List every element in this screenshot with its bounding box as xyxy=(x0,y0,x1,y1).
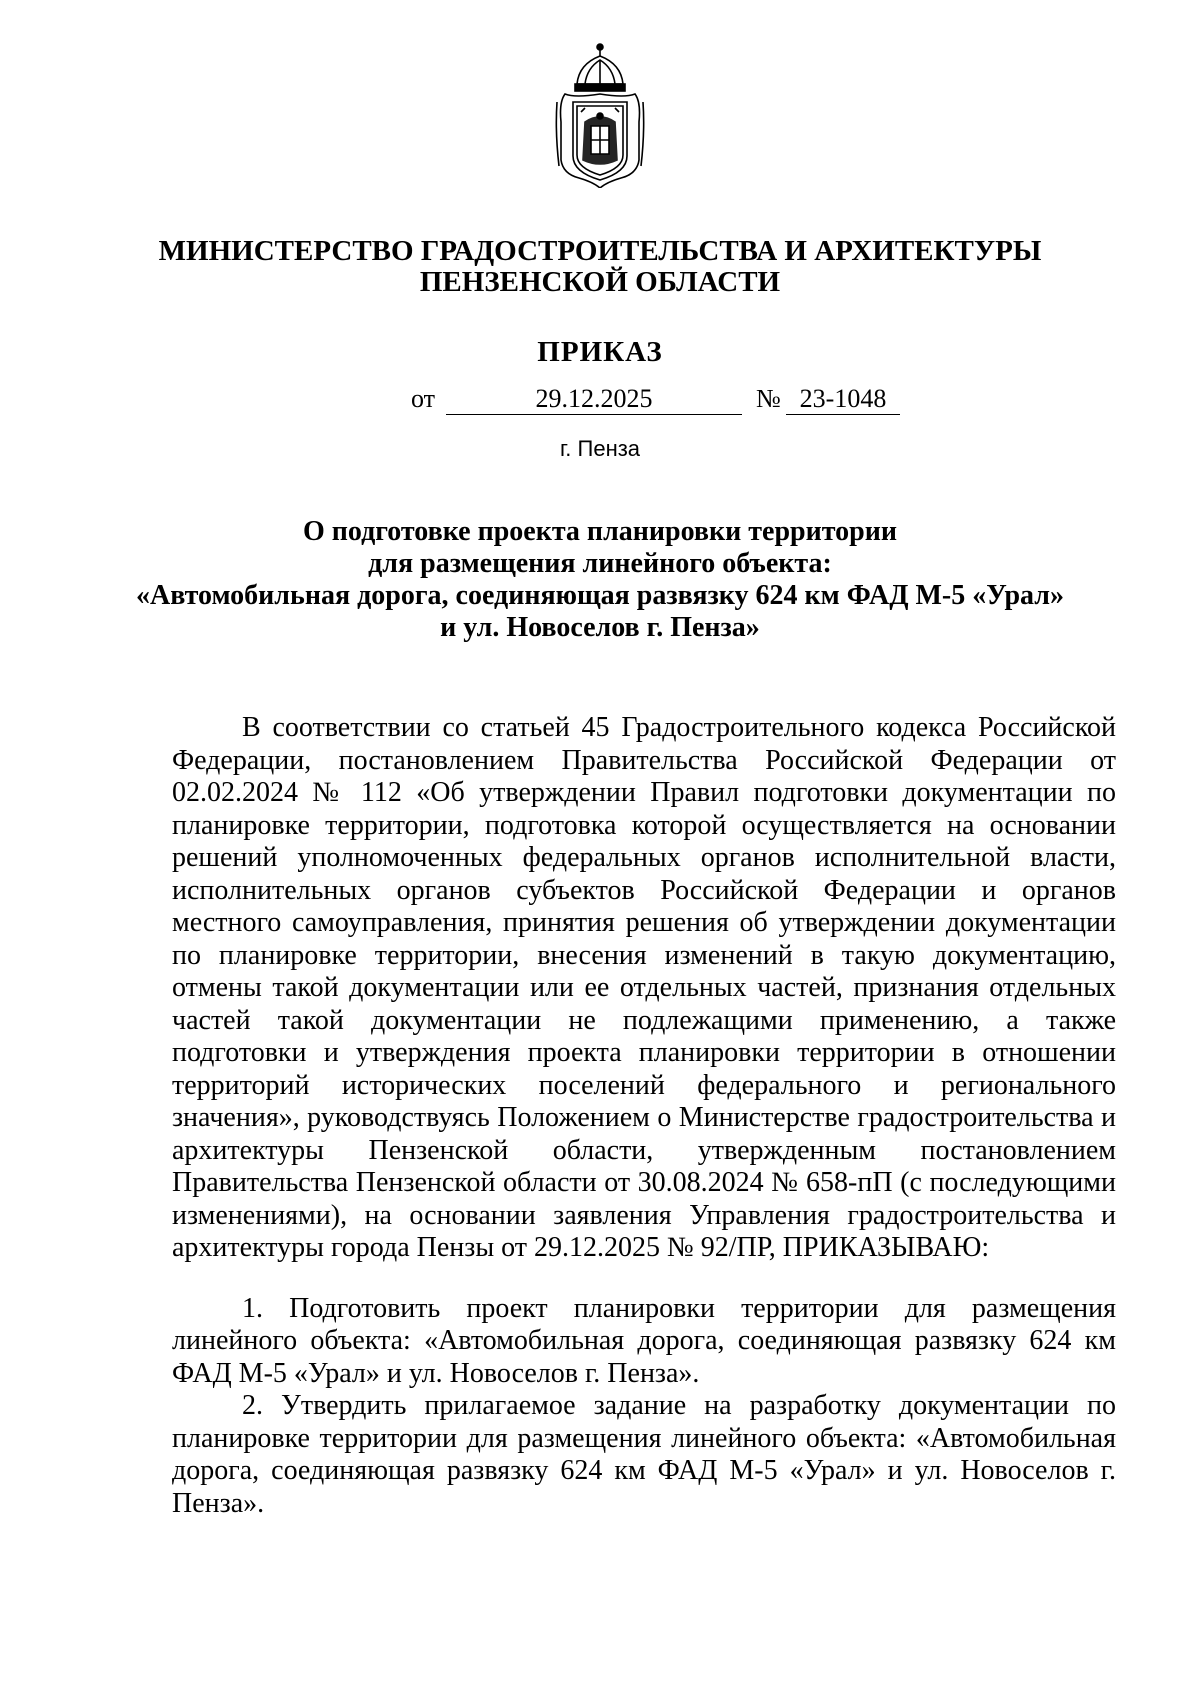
ministry-name-line1: МИНИСТЕРСТВО ГРАДОСТРОИТЕЛЬСТВА И АРХИТЕКТУРЫ xyxy=(158,235,1042,267)
document-date: 29.12.2025 xyxy=(446,384,742,415)
city: г. Пенза xyxy=(559,436,641,461)
document-body xyxy=(172,712,1116,1520)
order-item-2: 2. Утвердить прилагаемое задание на разработку документации по планировке территории для размещения линейного объекта: «Автомобильная дорога, соединяющая развязку 624 км ФАД М-5 «Урал» и ул. Новоселов г. Пенза». xyxy=(172,1390,1116,1519)
subject-line2: для размещения линейного объекта: xyxy=(368,548,832,579)
subject-line3: «Автомобильная дорога, соединяющая развязку 624 км ФАД М-5 «Урал» xyxy=(135,580,1065,611)
subject-line4: и ул. Новоселов г. Пенза» xyxy=(440,612,760,643)
order-item-1: 1. Подготовить проект планировки территории для размещения линейного объекта: «Автомобильная дорога, соединяющая развязку 624 км ФАД М-5 «Урал» и ул. Новоселов г. Пенза». xyxy=(172,1292,1116,1389)
document-type-title: ПРИКАЗ xyxy=(537,336,663,368)
document-number: 23-1048 xyxy=(786,384,900,415)
penza-coat-of-arms-icon xyxy=(555,42,645,188)
document-subject xyxy=(0,516,1200,644)
preamble-paragraph: В соответствии со статьей 45 Градостроительного кодекса Российской Федерации, постановлением Правительства Российской Федерации от 02.02.2024 № 112 «Об утверждении Правил подготовки документации по планировке территории, подготовка которой осуществляется на основании решений уполномоченных федеральных органов исполнительной власти, исполнительных органов субъектов Российской Федерации и органов местного самоуправления, принятия решения об утверждении документации по планировке территории, внесения изменений в такую документацию, отмены такой документации или ее отдельных частей, признания отдельных частей такой документации не подлежащими применению, а также подготовки и утверждения проекта планировки территории в отношении территорий исторических поселений федерального и регионального значения», руководствуясь Положением о Министерстве градостроительства и архитектуры Пензенской области, утвержденным постановлением Правительства Пензенской области от 30.08.2024 № 658-пП (с последующими изменениями), на основании заявления Управления градостроительства и архитектуры города Пензы от 29.12.2025 № 92/ПР, ПРИКАЗЫВАЮ: xyxy=(172,712,1116,1263)
ministry-name-line2: ПЕНЗЕНСКОЙ ОБЛАСТИ xyxy=(419,266,781,298)
date-prefix: от xyxy=(411,384,436,413)
date-number-line xyxy=(0,384,1200,420)
number-prefix: № xyxy=(756,384,781,413)
subject-line1: О подготовке проекта планировки территории xyxy=(302,516,897,547)
